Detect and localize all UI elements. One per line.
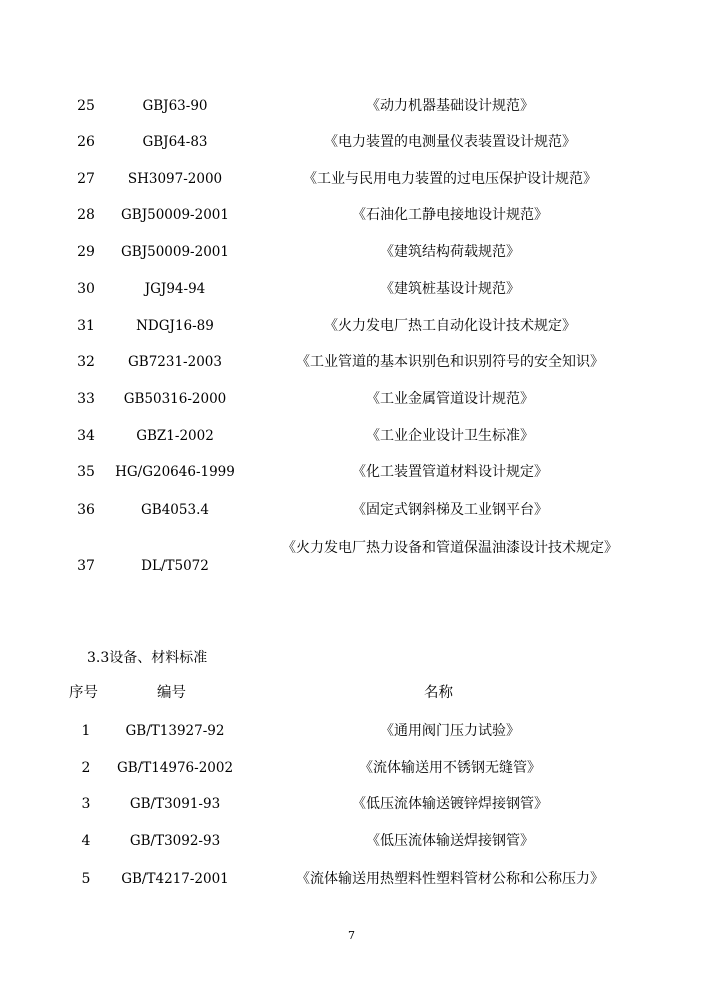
- row-number: 28: [77, 207, 95, 223]
- table-row: [0, 757, 703, 779]
- standard-code: GB7231-2003: [128, 354, 222, 370]
- standard-code: GB/T4217-2001: [121, 871, 229, 887]
- row-number: 27: [77, 171, 95, 187]
- standard-code: DL/T5072: [141, 558, 209, 574]
- table-row: [0, 351, 703, 373]
- table-row: [0, 204, 703, 226]
- table-row: [0, 95, 703, 117]
- standard-code: GB/T13927-92: [125, 723, 225, 739]
- row-number: 35: [77, 464, 95, 480]
- standard-code: GBJ50009-2001: [121, 244, 229, 260]
- row-number: 36: [77, 502, 95, 518]
- table-row: [0, 425, 703, 447]
- standard-code: GBJ50009-2001: [121, 207, 229, 223]
- standard-code: GB/T3092-93: [129, 833, 221, 849]
- table-row: [0, 315, 703, 337]
- section-title: 3.3设备、材料标准: [87, 650, 208, 666]
- row-number: 33: [77, 391, 95, 407]
- header-name: 名称: [424, 685, 453, 701]
- standard-name: 《通用阀门压力试验》: [380, 723, 520, 739]
- table-row: [0, 168, 703, 190]
- standard-code: GBJ64-83: [142, 134, 208, 150]
- standard-name: 《工业管道的基本识别色和识别符号的安全知识》: [296, 354, 604, 370]
- row-number: 31: [77, 318, 95, 334]
- table-row: [0, 793, 703, 815]
- standard-code: GBJ63-90: [142, 98, 208, 114]
- standard-code: GB/T3091-93: [129, 796, 221, 812]
- table-row: [0, 499, 703, 521]
- page-number: 7: [348, 929, 355, 942]
- header-code: 编号: [157, 685, 186, 701]
- standard-code: GBZ1-2002: [136, 428, 214, 444]
- header-number: 序号: [69, 685, 98, 701]
- standard-name: 《石油化工静电接地设计规范》: [352, 207, 548, 223]
- standard-name: 《化工装置管道材料设计规定》: [352, 464, 548, 480]
- standard-name: 《动力机器基础设计规范》: [366, 98, 534, 114]
- standard-code: SH3097-2000: [127, 171, 223, 187]
- row-number: 26: [77, 134, 95, 150]
- standard-code: JGJ94-94: [144, 281, 206, 297]
- row-number: 30: [77, 281, 95, 297]
- standard-code: GB50316-2000: [123, 391, 227, 407]
- table-row: [0, 388, 703, 410]
- row-number: 1: [81, 723, 91, 739]
- row-number: 5: [81, 871, 91, 887]
- table-row: [0, 720, 703, 742]
- row-number: 32: [77, 354, 95, 370]
- standard-code: NDGJ16-89: [136, 318, 214, 334]
- table-row: [0, 278, 703, 300]
- standard-name: 《固定式钢斜梯及工业钢平台》: [352, 502, 548, 518]
- standard-name: 《电力装置的电测量仪表装置设计规范》: [324, 134, 576, 150]
- row-number: 25: [77, 98, 95, 114]
- row-number: 4: [81, 833, 91, 849]
- standard-name: 《建筑桩基设计规范》: [380, 281, 520, 297]
- standard-name: 《工业企业设计卫生标准》: [366, 428, 534, 444]
- standard-name: 《流体输送用不锈钢无缝管》: [359, 760, 541, 776]
- standard-name: 《低压流体输送镀锌焊接钢管》: [352, 796, 548, 812]
- table-row: [0, 241, 703, 263]
- table-row: [0, 461, 703, 483]
- standard-code: GB4053.4: [141, 502, 209, 518]
- row-number: 2: [81, 760, 91, 776]
- table-row: [0, 131, 703, 153]
- standard-name: 《流体输送用热塑料性塑料管材公称和公称压力》: [296, 871, 604, 887]
- table-row: [0, 537, 703, 587]
- table-row: [0, 830, 703, 852]
- standard-name: 《火力发电厂热力设备和管道保温油漆设计技术规定》: [282, 540, 618, 556]
- standard-code: GB/T14976-2002: [116, 760, 234, 776]
- standard-name: 《工业与民用电力装置的过电压保护设计规范》: [303, 171, 597, 187]
- standard-name: 《低压流体输送焊接钢管》: [366, 833, 534, 849]
- row-number: 3: [81, 796, 91, 812]
- row-number: 34: [77, 428, 95, 444]
- standard-code: HG/G20646-1999: [115, 464, 235, 480]
- standard-name: 《火力发电厂热工自动化设计技术规定》: [324, 318, 576, 334]
- row-number: 29: [77, 244, 95, 260]
- standard-name: 《工业金属管道设计规范》: [366, 391, 534, 407]
- row-number: 37: [77, 558, 95, 574]
- table-row: [0, 868, 703, 890]
- standard-name: 《建筑结构荷载规范》: [380, 244, 520, 260]
